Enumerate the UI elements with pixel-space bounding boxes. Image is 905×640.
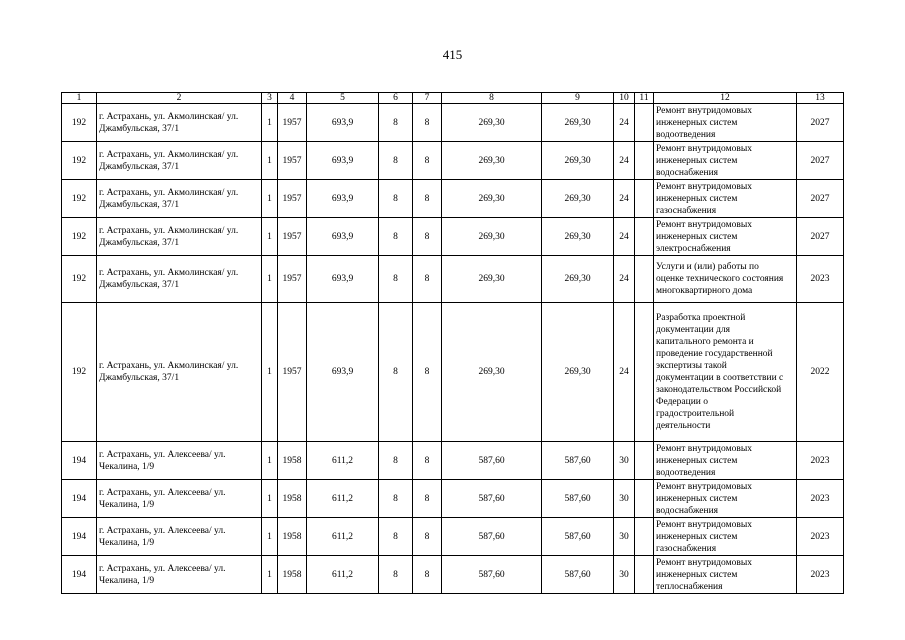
cell-col8: 269,30 [442,104,542,142]
cell-area: 693,9 [307,142,379,180]
cell-house-no: 194 [62,556,97,594]
column-header: 4 [278,93,307,104]
cell-col3: 1 [262,180,278,218]
cell-year: 1957 [278,303,307,442]
cell-area: 693,9 [307,256,379,303]
cell-col6: 8 [379,104,413,142]
cell-col3: 1 [262,556,278,594]
cell-area: 611,2 [307,442,379,480]
table-row [62,256,844,303]
cell-col7: 8 [413,218,442,256]
cell-area: 693,9 [307,180,379,218]
table-row [62,180,844,218]
cell-year: 1958 [278,518,307,556]
cell-col3: 1 [262,518,278,556]
cell-col7: 8 [413,480,442,518]
cell-year-plan: 2023 [797,518,844,556]
cell-col8: 587,60 [442,556,542,594]
cell-col6: 8 [379,480,413,518]
cell-col9: 269,30 [542,180,614,218]
cell-col6: 8 [379,556,413,594]
cell-col10: 24 [614,218,635,256]
repair-program-table [61,92,844,594]
cell-col9: 269,30 [542,303,614,442]
cell-work-type: Ремонт внутридомовых инженерных систем водоснабжения [654,480,797,518]
cell-work-type: Ремонт внутридомовых инженерных систем теплоснабжения [654,556,797,594]
column-header: 2 [97,93,262,104]
cell-year: 1957 [278,256,307,303]
cell-address: г. Астрахань, ул. Акмолинская/ ул. Джамбульская, 37/1 [97,104,262,142]
cell-year-plan: 2023 [797,442,844,480]
cell-col7: 8 [413,303,442,442]
column-header: 9 [542,93,614,104]
cell-year-plan: 2027 [797,218,844,256]
column-header: 10 [614,93,635,104]
cell-col10: 30 [614,518,635,556]
cell-area: 611,2 [307,480,379,518]
cell-year-plan: 2027 [797,180,844,218]
cell-work-type: Ремонт внутридомовых инженерных систем водоотведения [654,104,797,142]
cell-area: 693,9 [307,104,379,142]
cell-col10: 24 [614,256,635,303]
cell-house-no: 192 [62,303,97,442]
table-row [62,442,844,480]
cell-col9: 269,30 [542,142,614,180]
cell-year-plan: 2023 [797,480,844,518]
cell-col10: 30 [614,556,635,594]
column-header: 13 [797,93,844,104]
column-header: 11 [635,93,654,104]
cell-address: г. Астрахань, ул. Алексеева/ ул. Чекалина, 1/9 [97,556,262,594]
cell-col11 [635,180,654,218]
cell-col3: 1 [262,104,278,142]
cell-col9: 587,60 [542,556,614,594]
cell-col8: 269,30 [442,303,542,442]
cell-year: 1958 [278,442,307,480]
column-header: 1 [62,93,97,104]
column-header: 3 [262,93,278,104]
cell-col11 [635,218,654,256]
cell-col8: 587,60 [442,442,542,480]
cell-year-plan: 2027 [797,142,844,180]
cell-col6: 8 [379,442,413,480]
cell-house-no: 192 [62,142,97,180]
cell-house-no: 194 [62,442,97,480]
cell-address: г. Астрахань, ул. Алексеева/ ул. Чекалина, 1/9 [97,480,262,518]
cell-col3: 1 [262,480,278,518]
column-header: 12 [654,93,797,104]
cell-col9: 587,60 [542,518,614,556]
cell-address: г. Астрахань, ул. Акмолинская/ ул. Джамбульская, 37/1 [97,142,262,180]
cell-year: 1958 [278,556,307,594]
cell-col7: 8 [413,518,442,556]
cell-year-plan: 2023 [797,256,844,303]
cell-work-type: Ремонт внутридомовых инженерных систем водоснабжения [654,142,797,180]
cell-house-no: 192 [62,104,97,142]
cell-col7: 8 [413,256,442,303]
cell-col10: 24 [614,104,635,142]
cell-year: 1957 [278,104,307,142]
column-header: 6 [379,93,413,104]
table-row [62,556,844,594]
cell-col3: 1 [262,256,278,303]
cell-col11 [635,518,654,556]
cell-col8: 269,30 [442,218,542,256]
cell-house-no: 194 [62,480,97,518]
cell-house-no: 194 [62,518,97,556]
cell-col7: 8 [413,180,442,218]
cell-col11 [635,480,654,518]
cell-area: 693,9 [307,303,379,442]
column-header: 7 [413,93,442,104]
cell-col10: 24 [614,303,635,442]
cell-col10: 30 [614,480,635,518]
cell-col3: 1 [262,442,278,480]
cell-col11 [635,303,654,442]
cell-col9: 269,30 [542,256,614,303]
cell-house-no: 192 [62,256,97,303]
header-row [62,93,844,104]
cell-col11 [635,256,654,303]
cell-year: 1957 [278,180,307,218]
cell-col11 [635,442,654,480]
cell-address: г. Астрахань, ул. Алексеева/ ул. Чекалина, 1/9 [97,518,262,556]
cell-col11 [635,142,654,180]
cell-work-type: Ремонт внутридомовых инженерных систем газоснабжения [654,518,797,556]
cell-work-type: Разработка проектной документации для капитального ремонта и проведение государственной экспертизы такой документации в соответствии с законодательством Российской Федерации о градостроительной деятельности [654,303,797,442]
cell-col9: 269,30 [542,218,614,256]
cell-col6: 8 [379,518,413,556]
cell-col7: 8 [413,104,442,142]
cell-col11 [635,556,654,594]
cell-col6: 8 [379,218,413,256]
cell-col6: 8 [379,180,413,218]
column-header: 5 [307,93,379,104]
cell-col3: 1 [262,142,278,180]
cell-house-no: 192 [62,218,97,256]
cell-col9: 587,60 [542,480,614,518]
column-header: 8 [442,93,542,104]
cell-col7: 8 [413,442,442,480]
cell-work-type: Ремонт внутридомовых инженерных систем газоснабжения [654,180,797,218]
cell-address: г. Астрахань, ул. Алексеева/ ул. Чекалина, 1/9 [97,442,262,480]
cell-col9: 587,60 [542,442,614,480]
cell-area: 611,2 [307,556,379,594]
cell-area: 611,2 [307,518,379,556]
cell-col8: 587,60 [442,518,542,556]
table-row [62,480,844,518]
cell-col3: 1 [262,218,278,256]
cell-col8: 269,30 [442,142,542,180]
page-number: 415 [442,47,463,62]
cell-year-plan: 2027 [797,104,844,142]
cell-col8: 587,60 [442,480,542,518]
cell-col8: 269,30 [442,180,542,218]
table-row [62,104,844,142]
cell-year-plan: 2022 [797,303,844,442]
cell-col10: 24 [614,142,635,180]
cell-year: 1957 [278,218,307,256]
table-row [62,218,844,256]
cell-year: 1958 [278,480,307,518]
cell-col11 [635,104,654,142]
table-row [62,518,844,556]
cell-address: г. Астрахань, ул. Акмолинская/ ул. Джамбульская, 37/1 [97,180,262,218]
cell-col3: 1 [262,303,278,442]
cell-col7: 8 [413,556,442,594]
cell-work-type: Услуги и (или) работы по оценке технического состояния многоквартирного дома [654,256,797,303]
cell-address: г. Астрахань, ул. Акмолинская/ ул. Джамбульская, 37/1 [97,218,262,256]
cell-col8: 269,30 [442,256,542,303]
table-row [62,303,844,442]
cell-house-no: 192 [62,180,97,218]
cell-col6: 8 [379,142,413,180]
cell-work-type: Ремонт внутридомовых инженерных систем электроснабжения [654,218,797,256]
cell-col6: 8 [379,303,413,442]
cell-col9: 269,30 [542,104,614,142]
cell-address: г. Астрахань, ул. Акмолинская/ ул. Джамбульская, 37/1 [97,256,262,303]
cell-col10: 24 [614,180,635,218]
cell-year: 1957 [278,142,307,180]
table-row [62,142,844,180]
cell-address: г. Астрахань, ул. Акмолинская/ ул. Джамбульская, 37/1 [97,303,262,442]
cell-work-type: Ремонт внутридомовых инженерных систем водоотведения [654,442,797,480]
cell-col10: 30 [614,442,635,480]
cell-col6: 8 [379,256,413,303]
cell-col7: 8 [413,142,442,180]
cell-area: 693,9 [307,218,379,256]
cell-year-plan: 2023 [797,556,844,594]
